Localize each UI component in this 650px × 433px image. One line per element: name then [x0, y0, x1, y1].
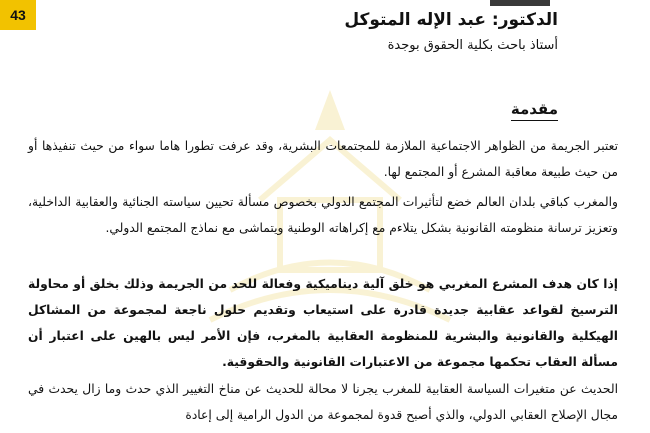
paragraph-3: إذا كان هدف المشرع المغربي هو خلق آلية ديناميكية وفعالة للحد من الجريمة وذلك بخلق أو محاولة الترسيخ لقواعد عقابية جديدة قادرة على استيعاب وتقديم حلول ناجعة لمجموعة من المشاكل الهيكلية والقانونية والبشرية للمنظومة العقابية بالمغرب، فإن الأمر ليس بالهين على اعتبار أن مسألة العقاب تحكمها مجموعة من الاعتبارات القانونية والحقوقية.: [28, 277, 618, 369]
author-block: [344, 10, 558, 53]
heading-underline: [511, 120, 558, 121]
author-role: أستاذ باحث بكلية الحقوق بوجدة: [387, 38, 558, 53]
paragraph-1: تعتبر الجريمة من الظواهر الاجتماعية الملازمة للمجتمعات البشرية، وقد عرفت تطورا هاما سواء من حيث تنفيذها أو من حيث طبيعة معاقبة المشرع أو المجتمع لها.: [28, 139, 618, 179]
paragraph-2: والمغرب كباقي بلدان العالم خضع لتأثيرات المجتمع الدولي بخصوص مسألة تحيين سياسته الجنائية والعقابية الداخلية، وتعزيز ترسانة منظومته القانونية بشكل يتلاءم مع إكراهاته الوطنية ويتماشى مع نماذج المجتمع الدولي.: [28, 195, 618, 235]
page-number-badge: 43: [0, 0, 36, 30]
section-heading-text: مقدمة: [510, 100, 558, 118]
section-heading: [511, 100, 558, 118]
author-photo: [490, 0, 550, 6]
author-name: الدكتور: عبد الإله المتوكل: [344, 10, 558, 30]
paragraph-4: الحديث عن متغيرات السياسة العقابية للمغرب يجرنا لا محالة للحديث عن مناخ التغيير الذي حدث وما زال يحدث في مجال الإصلاح العقابي الدولي، والذي أصبح قدوة لمجموعة من الدول الرامية إلى إعادة: [28, 382, 618, 422]
